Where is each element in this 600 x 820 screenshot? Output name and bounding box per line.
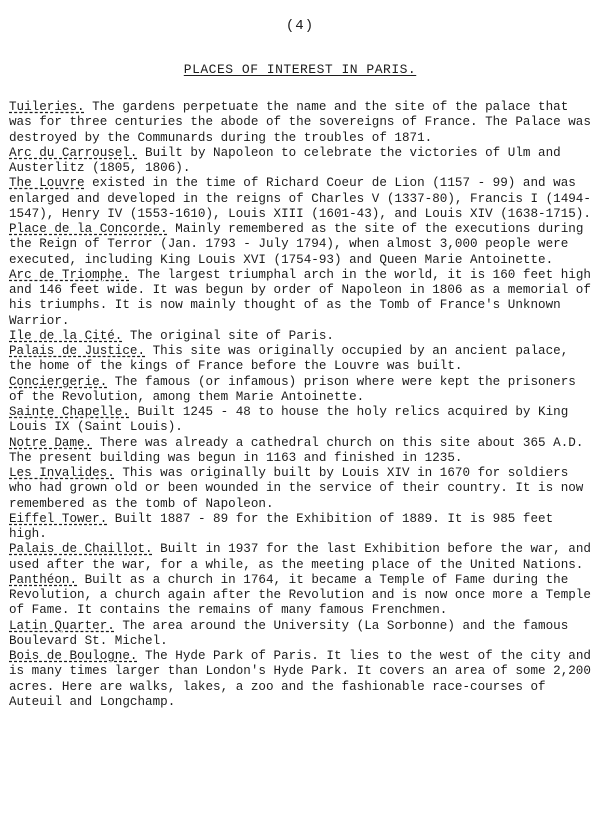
page-number: (4) — [285, 18, 315, 34]
entry — [9, 222, 591, 268]
entry-text: Built 1245 - 48 to house the holy relics acquired by King Louis IX (Saint Louis). — [9, 405, 569, 435]
entry — [9, 542, 591, 573]
entry-text: Built 1887 - 89 for the Exhibition of 1889. It is 985 feet high. — [9, 511, 554, 541]
entry-text: There was already a cathedral church on this site about 365 A.D. The present building was begun in 1163 and finished in 1235. — [9, 435, 584, 465]
entry — [9, 344, 591, 375]
entry — [9, 268, 591, 329]
entry-text: This was originally built by Louis XIV in 1670 for soldiers who had grown old or been wounded in the service of their country. It is now remembered as the tomb of Napoleon. — [9, 466, 584, 511]
entry-term: Tuileries. — [9, 100, 85, 114]
entries-list — [9, 100, 591, 710]
entry — [9, 375, 591, 406]
entry-text: The famous (or infamous) prison where were kept the prisoners of the Revolution, among them Marie Antoinette. — [9, 374, 576, 404]
entry — [9, 466, 591, 512]
entry-term: Panthéon. — [9, 572, 78, 587]
entry-term: Les Invalides. — [9, 466, 115, 480]
entry-text: The gardens perpetuate the name and the site of the palace that was for three centuries the abode of the sovereigns of France. The Palace was destroyed by the Communards during the troubles of 1871. — [9, 100, 591, 145]
entry-term: Bois de Boulogne. — [9, 649, 138, 663]
entry-text: Built as a church in 1764, it became a Temple of Fame during the Revolution, a church again after the Revolution and is now once more a Temple of Fame. It contains the remains of many famous Frenchmen. — [9, 572, 591, 618]
entry — [9, 512, 591, 543]
entry-text: existed in the time of Richard Coeur de Lion (1157 - 99) and was enlarged and developed in the reigns of Charles V (1337-80), Francis I (1494-1547), Henry IV (1553-1610), Louis XIII (1601-43), and Louis XIV (1638-1715). — [9, 176, 591, 221]
entry-text: This site was originally occupied by an ancient palace, the home of the kings of France before the Louvre was built. — [9, 344, 569, 374]
entry-term: The Louvre — [9, 176, 85, 191]
entry-text: Mainly remembered as the site of the executions during the Reign of Terror (Jan. 1793 - July 1794), when almost 3,000 people were executed, including King Louis XVI (1754-93) and Queen Marie Antoinette. — [9, 222, 584, 267]
entry-term: Sainte Chapelle. — [9, 405, 130, 419]
entry — [9, 329, 591, 344]
entry — [9, 619, 591, 650]
entry — [9, 436, 591, 467]
page-title: PLACES OF INTEREST IN PARIS. — [183, 62, 417, 77]
entry — [9, 649, 591, 710]
entry-term: Latin Quarter. — [9, 618, 115, 633]
entry — [9, 405, 591, 436]
entry-term: Conciergerie. — [9, 374, 108, 389]
entry-text: The Hyde Park of Paris. It lies to the west of the city and is many times larger than London's Hyde Park. It covers an area of some 2,200 acres. Here are walks, lakes, a zoo and the fashionable race-courses of Auteuil and Longchamp. — [9, 649, 591, 709]
entry-term: Place de la Concorde. — [9, 222, 168, 236]
entry — [9, 100, 591, 146]
entry-term: Notre Dame. — [9, 435, 93, 450]
entry-term: Arc de Triomphe. — [9, 267, 130, 282]
entry-text: The area around the University (La Sorbonne) and the famous Boulevard St. Michel. — [9, 618, 569, 648]
entry-term: Eiffel Tower. — [9, 511, 108, 526]
entry — [9, 176, 591, 222]
entry-term: Arc du Carrousel. — [9, 145, 138, 160]
entry-text: The largest triumphal arch in the world, it is 160 feet high and 146 feet wide. It was begun by order of Napoleon in 1806 as a memorial of his triumphs. It is now mainly thought of as the Tomb of France's Unknown Warrior. — [9, 267, 591, 328]
entry-term: Palais de Chaillot. — [9, 542, 153, 557]
entry-text: Built in 1937 for the last Exhibition before the war, and used after the war, for a while, as the meeting place of the United Nations. — [9, 542, 591, 572]
entry-text: Built by Napoleon to celebrate the victories of Ulm and Austerlitz (1805, 1806). — [9, 145, 561, 175]
entry-term: Ile de la Cité. — [9, 328, 123, 343]
entry — [9, 146, 591, 177]
entry-term: Palais de Justice. — [9, 344, 146, 358]
entry — [9, 573, 591, 619]
entry-text: The original site of Paris. — [122, 328, 334, 343]
